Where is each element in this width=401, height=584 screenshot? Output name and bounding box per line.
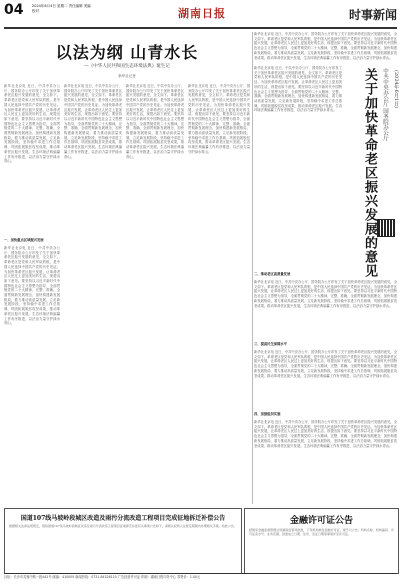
right-subhead-2: 三、提高民生保障水平 [254,342,287,346]
ad-box-left [4,508,242,574]
qr-code-icon [378,220,394,236]
intro-text: 新华社北京电 近日，中共中央办公厅、国务院办公厅印发了关于加快革命老区振兴发展的意见，全文如下。革命老区是党和人民军队的根，是中国人民选择中国共产党的历史见证。为加快革命老区振兴发展，让革命老区人民过上更加美好的生活，现提出如下意见。要坚持以习近平新时代中国特色社会主义思想为指导，全面贯彻党的二十大精神，完整、准确、全面贯彻新发展理念，加快构建新发展格局，着力推动高质量发展，立足新发展阶段，坚持稳中求进工作总基调，巩固拓展脱贫攻坚成果，推动革命老区振兴发展。生态环境法典编纂工作有序推进，以法治力量守护绿水青山。 [254,32,397,60]
page-meta: 2024年6月4日 星期二 责任编辑 美编 校对 [32,4,91,13]
header-rule [4,27,397,29]
ad-left-text: 根据相关法律法规规定，现将国道107线马坡岭段城区改造及雨污分流改造工程项目征地拆迁补偿有关事项公告如下，请相关权利人在规定期限内办理相关手续。特此公告。 [9,524,237,528]
ad-box-right [244,508,399,574]
main-column-4: 新华社北京电 近日，中共中央办公厅、国务院办公厅印发了关于加快革命老区振兴发展的意见，全文如下。革命老区是党和人民军队的根，是中国人民选择中国共产党的历史见证。为加快革命老区振兴发展，让革命老区人民过上更加美好的生活，现提出如下意见。要坚持以习近平新时代中国特色社会主义思想为指导，全面贯彻党的二十大精神，完整、准确、全面贯彻新发展理念，加快构建新发展格局，着力推动高质量发展，立足新发展阶段，坚持稳中求进工作总基调，巩固拓展脱贫攻坚成果，推动革命老区振兴发展。生态环境法典编纂工作有序推进，以法治力量守护绿水青山。 [188,84,250,154]
ad-right-title: 金融许可证公告 [289,516,353,526]
right-body-3: 新华社北京电 近日，中共中央办公厅、国务院办公厅印发了关于加快革命老区振兴发展的意见，全文如下。革命老区是党和人民军队的根，是中国人民选择中国共产党的历史见证。为加快革命老区振兴发展，让革命老区人民过上更加美好的生活，现提出如下意见。要坚持以习近平新时代中国特色社会主义思想为指导，全面贯彻党的二十大精神，完整、准确、全面贯彻新发展理念，加快构建新发展格局，着力推动高质量发展，立足新发展阶段，坚持稳中求进工作总基调，巩固拓展脱贫攻坚成果，推动革命老区振兴发展。生态环境法典编纂工作有序推进，以法治力量守护绿水青山。 [254,420,397,448]
right-article-date: (2024年6月1日) [393,70,399,108]
right-subhead-1: 二、推动老区高质量发展 [254,272,291,276]
right-subhead-3: 四、加强组织实施 [254,412,281,416]
right-column-1: 新华社北京电 近日，中共中央办公厅、国务院办公厅印发了关于加快革命老区振兴发展的意见，全文如下。革命老区是党和人民军队的根，是中国人民选择中国共产党的历史见证。为加快革命老区振兴发展，让革命老区人民过上更加美好的生活，现提出如下意见。要坚持以习近平新时代中国特色社会主义思想为指导，全面贯彻党的二十大精神，完整、准确、全面贯彻新发展理念，加快构建新发展格局，着力推动高质量发展，立足新发展阶段，坚持稳中求进工作总基调，巩固拓展脱贫攻坚成果，推动革命老区振兴发展。生态环境法典编纂工作有序推进，以法治力量守护绿水青山。 [254,66,342,113]
main-headline: 以法为纲 山青水长 [55,43,199,62]
right-article-title: 关于加快革命老区振兴发展的意见 [362,68,377,278]
main-column-1b: 新华社北京电 近日，中共中央办公厅、国务院办公厅印发了关于加快革命老区振兴发展的意见，全文如下。革命老区是党和人民军队的根，是中国人民选择中国共产党的历史见证。为加快革命老区振兴发展，让革命老区人民过上更加美好的生活，现提出如下意见。要坚持以习近平新时代中国特色社会主义思想为指导，全面贯彻党的二十大精神，完整、准确、全面贯彻新发展理念，加快构建新发展格局，着力推动高质量发展，立足新发展阶段，坚持稳中求进工作总基调，巩固拓展脱贫攻坚成果，推动革命老区振兴发展。生态环境法典编纂工作有序推进，以法治力量守护绿水青山。 [4,246,60,326]
right-article-publisher: 中共中央办公厅 国务院办公厅 [382,68,388,142]
page-footer: 社址：长沙市芙蓉中路一段442号 邮编：410005 新闻热线：0731-84326110 广告经营许可证 印刷：湖南日报印务中心 零售价：1.00元 [4,575,201,579]
right-body-2: 新华社北京电 近日，中共中央办公厅、国务院办公厅印发了关于加快革命老区振兴发展的意见，全文如下。革命老区是党和人民军队的根，是中国人民选择中国共产党的历史见证。为加快革命老区振兴发展，让革命老区人民过上更加美好的生活，现提出如下意见。要坚持以习近平新时代中国特色社会主义思想为指导，全面贯彻党的二十大精神，完整、准确、全面贯彻新发展理念，加快构建新发展格局，着力推动高质量发展，立足新发展阶段，坚持稳中求进工作总基调，巩固拓展脱贫攻坚成果，推动革命老区振兴发展。生态环境法典编纂工作有序推进，以法治力量守护绿水青山。 [254,350,397,378]
page-header [0,0,401,26]
main-column-1a: 新华社北京电 近日，中共中央办公厅、国务院办公厅印发了关于加快革命老区振兴发展的意见，全文如下。革命老区是党和人民军队的根，是中国人民选择中国共产党的历史见证。为加快革命老区振兴发展，让革命老区人民过上更加美好的生活，现提出如下意见。要坚持以习近平新时代中国特色社会主义思想为指导，全面贯彻党的二十大精神，完整、准确、全面贯彻新发展理念，加快构建新发展格局，着力推动高质量发展，立足新发展阶段，坚持稳中求进工作总基调，巩固拓展脱贫攻坚成果，推动革命老区振兴发展。生态环境法典编纂工作有序推进，以法治力量守护绿水青山。 [4,84,60,164]
newspaper-logo: 湖南日报 [178,7,226,20]
footer-rule [4,573,397,574]
main-column-2: 新华社北京电 近日，中共中央办公厅、国务院办公厅印发了关于加快革命老区振兴发展的意见，全文如下。革命老区是党和人民军队的根，是中国人民选择中国共产党的历史见证。为加快革命老区振兴发展，让革命老区人民过上更加美好的生活，现提出如下意见。要坚持以习近平新时代中国特色社会主义思想为指导，全面贯彻党的二十大精神，完整、准确、全面贯彻新发展理念，加快构建新发展格局，着力推动高质量发展，立足新发展阶段，坚持稳中求进工作总基调，巩固拓展脱贫攻坚成果，推动革命老区振兴发展。生态环境法典编纂工作有序推进，以法治力量守护绿水青山。 [64,84,122,159]
page-number: 04 [4,2,24,18]
main-subtitle: —《中华人民共和国生态环境法典》诞生记 [84,64,170,69]
right-body-1: 新华社北京电 近日，中共中央办公厅、国务院办公厅印发了关于加快革命老区振兴发展的意见，全文如下。革命老区是党和人民军队的根，是中国人民选择中国共产党的历史见证。为加快革命老区振兴发展，让革命老区人民过上更加美好的生活，现提出如下意见。要坚持以习近平新时代中国特色社会主义思想为指导，全面贯彻党的二十大精神，完整、准确、全面贯彻新发展理念，加快构建新发展格局，着力推动高质量发展，立足新发展阶段，坚持稳中求进工作总基调，巩固拓展脱贫攻坚成果，推动革命老区振兴发展。生态环境法典编纂工作有序推进，以法治力量守护绿水青山。 [254,280,397,308]
ad-left-title: 国道107线马坡岭段城区改造及雨污分流改造工程项目完成征地拆迁补偿公告 [20,515,226,522]
column-divider [252,32,253,504]
section-title: 时事新闻 [348,8,397,22]
ad-right-text: 经国家金融监督管理总局湖南监管局批准，下列机构换发金融许可证，现予以公告。机构名称、机构编码、许可证流水号、业务范围、批准成立日期、住所、发证日期等事项详见许可证。 [249,528,394,537]
main-byline: 新华社记者 [118,74,136,78]
main-subhead: 一、加快重点区域振兴发展 [4,238,44,242]
main-column-3: 新华社北京电 近日，中共中央办公厅、国务院办公厅印发了关于加快革命老区振兴发展的意见，全文如下。革命老区是党和人民军队的根，是中国人民选择中国共产党的历史见证。为加快革命老区振兴发展，让革命老区人民过上更加美好的生活，现提出如下意见。要坚持以习近平新时代中国特色社会主义思想为指导，全面贯彻党的二十大精神，完整、准确、全面贯彻新发展理念，加快构建新发展格局，着力推动高质量发展，立足新发展阶段，坚持稳中求进工作总基调，巩固拓展脱贫攻坚成果，推动革命老区振兴发展。生态环境法典编纂工作有序推进，以法治力量守护绿水青山。 [126,84,184,159]
